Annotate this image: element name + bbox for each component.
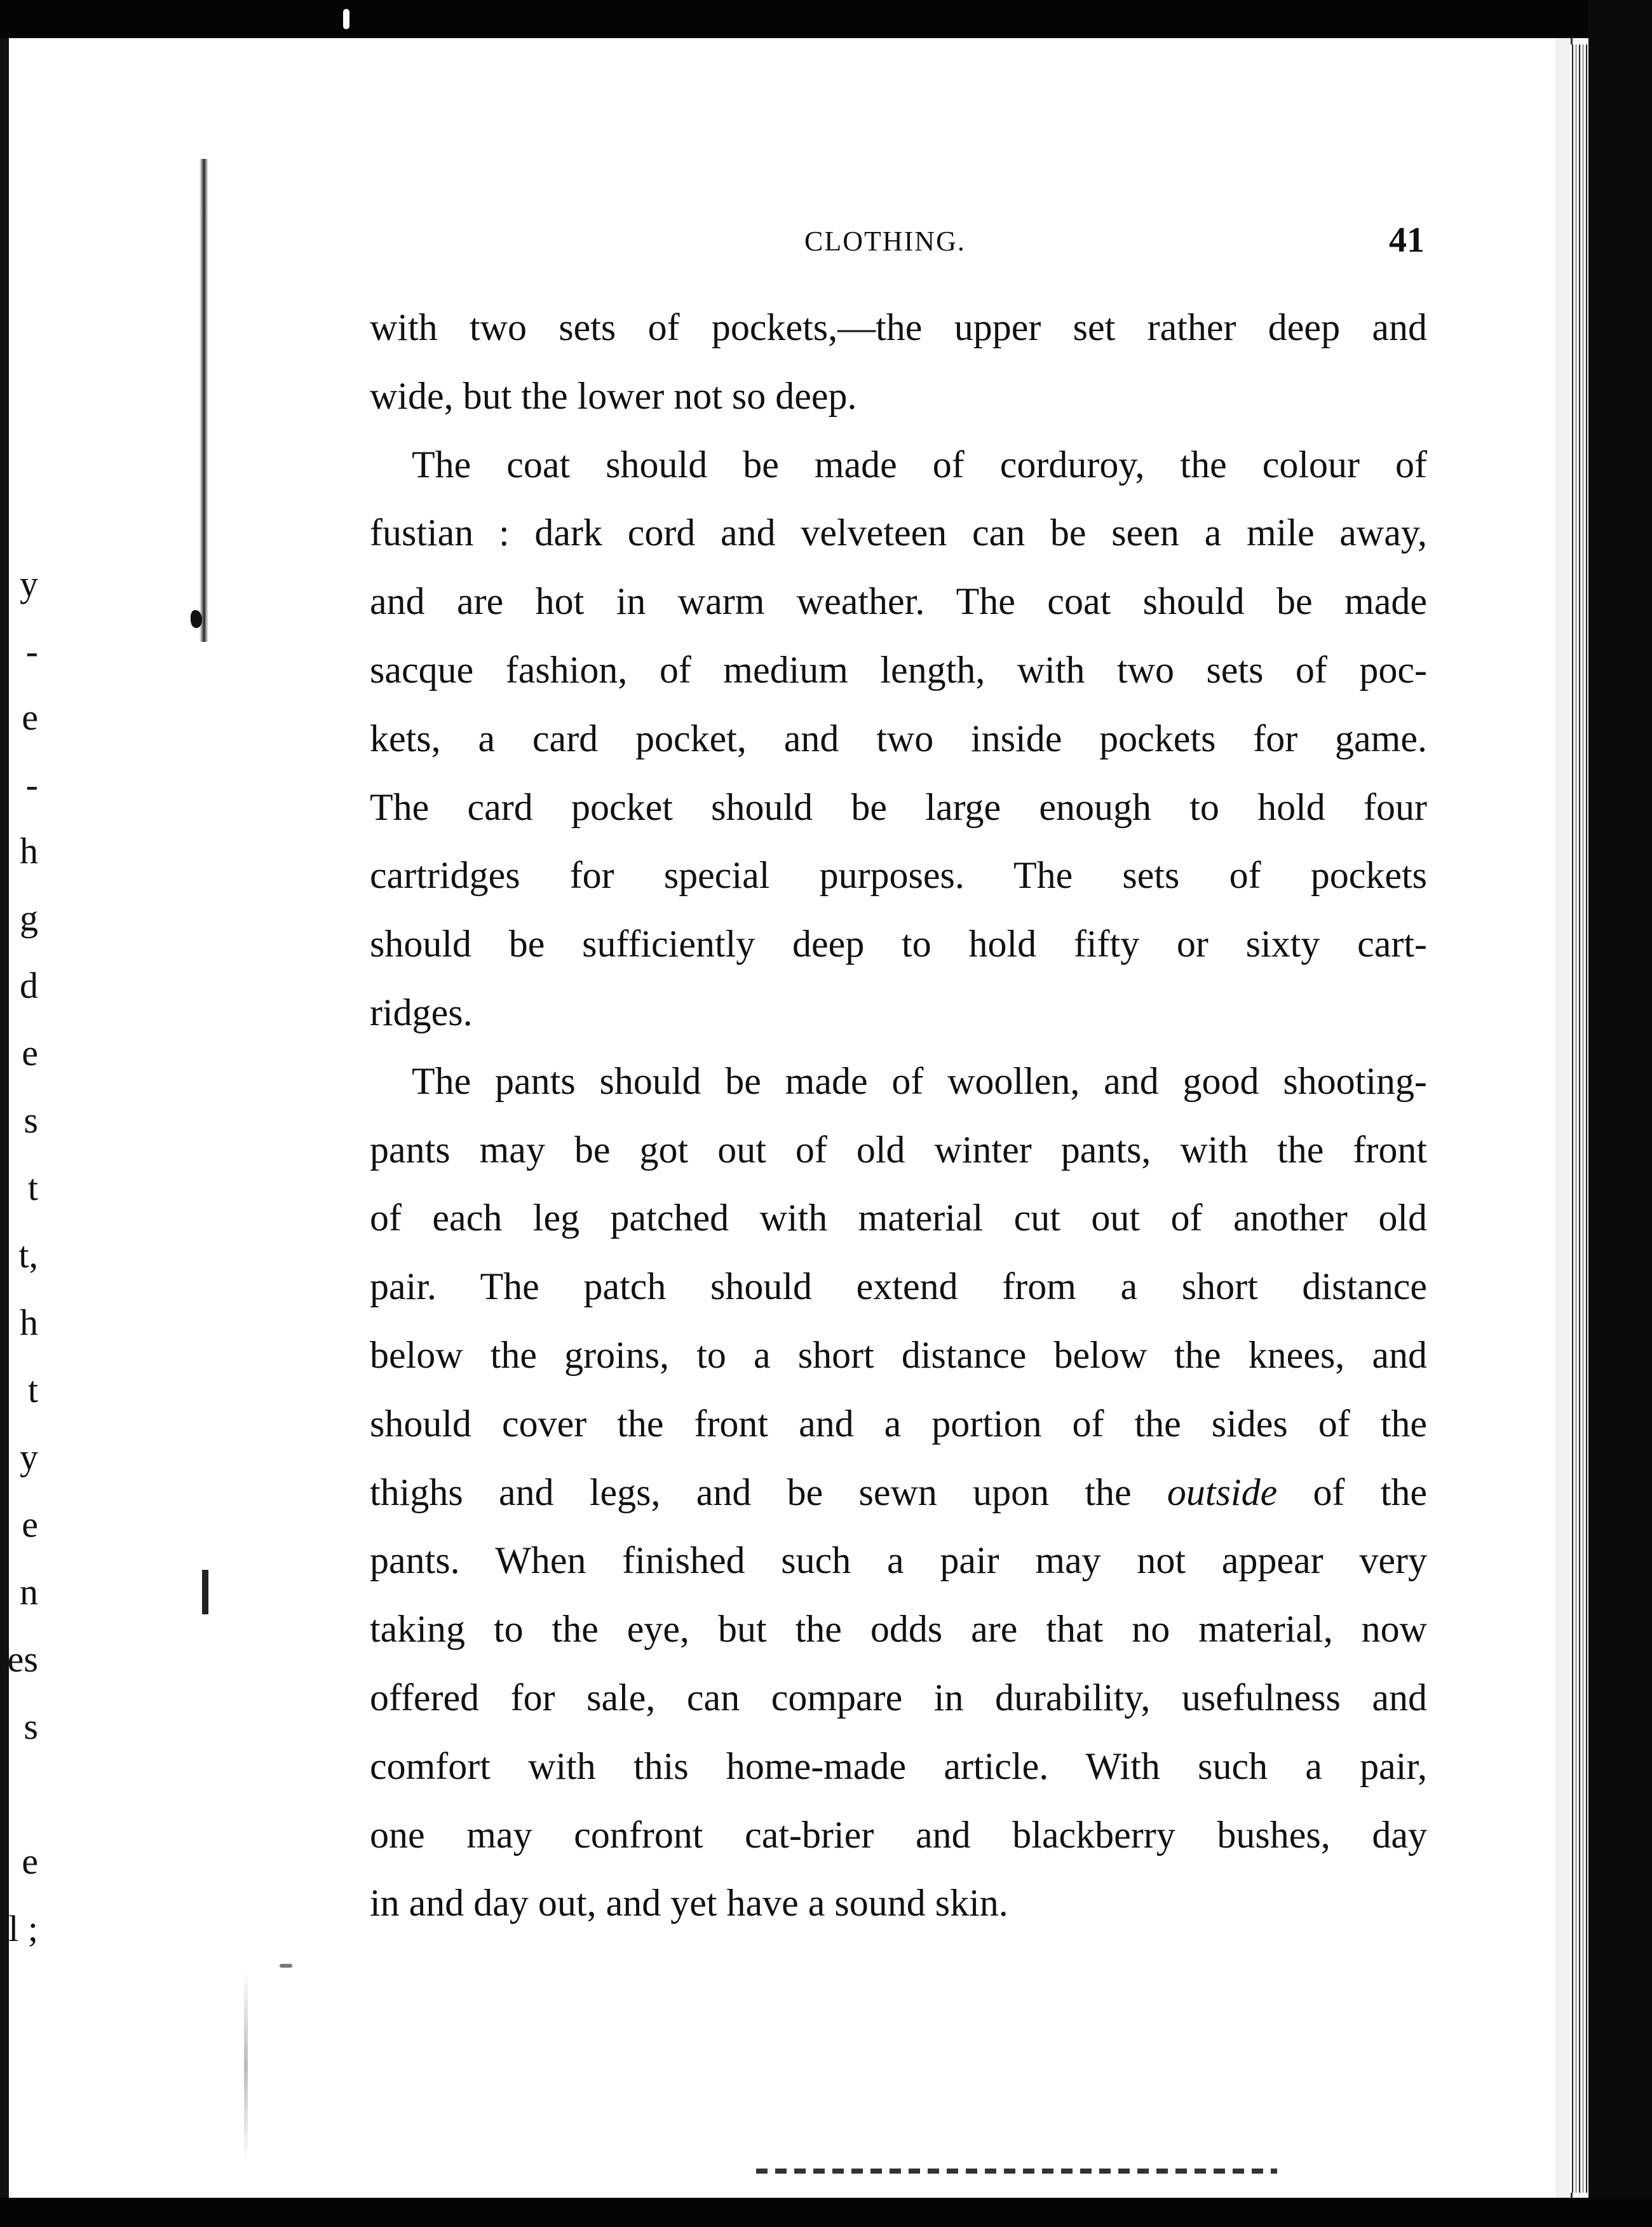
- text-line: and are hot in warm weather. The coat should be made: [370, 580, 1427, 623]
- text-line: The coat should be made of corduroy, the colour of: [412, 443, 1427, 486]
- text-line: offered for sale, can compare in durability, usefulness and: [370, 1676, 1427, 1719]
- text-line: sacque fashion, of medium length, with two sets of poc-: [370, 648, 1427, 691]
- binding-gutter: [200, 159, 208, 642]
- text-line: pants. When finished such a pair may not appear very: [370, 1539, 1427, 1582]
- sliver-fragment: s: [24, 1100, 38, 1141]
- text-line: The pants should be made of woollen, and good shooting-: [412, 1059, 1427, 1102]
- text-line: pants may be got out of old winter pants, with the front: [370, 1128, 1427, 1171]
- binding-shadow: [244, 1970, 248, 2161]
- sliver-fragment: e: [22, 1032, 38, 1073]
- text-line: should be sufficiently deep to hold fifty or sixty cart-: [370, 923, 1427, 965]
- sliver-fragment: h: [20, 1302, 38, 1343]
- sliver-fragment: e: [22, 1504, 38, 1545]
- page-number: 41: [1389, 221, 1425, 260]
- sliver-fragment: t,: [18, 1234, 38, 1276]
- scan-smudge: [280, 1964, 292, 1968]
- text-line: The card pocket should be large enough to hold four: [370, 786, 1427, 828]
- text-line: wide, but the lower not so deep.: [370, 374, 857, 417]
- scan-artifact: [343, 9, 349, 29]
- binding-mark: [202, 1570, 208, 1614]
- sliver-fragment: y: [20, 563, 38, 604]
- text-line: pair. The patch should extend from a short distance: [370, 1265, 1427, 1308]
- text-line: cartridges for special purposes. The sets of pockets: [370, 854, 1427, 897]
- previous-page-sliver: [0, 0, 38, 2227]
- text-segment: thighs and legs, and be sewn upon the: [370, 1471, 1132, 1513]
- sliver-fragment: l ;: [8, 1908, 38, 1949]
- sliver-fragment: y: [20, 1436, 38, 1478]
- sliver-fragment: h: [20, 830, 38, 871]
- text-line: below the groins, to a short distance below the knees, and: [370, 1333, 1427, 1376]
- sliver-fragment: e: [22, 1841, 38, 1882]
- text-line: ridges.: [370, 991, 473, 1033]
- text-line-with-italic: [370, 1459, 1427, 1527]
- sliver-fragment: -: [25, 764, 38, 805]
- sliver-fragment: e: [22, 697, 38, 738]
- binding-mark: [191, 610, 202, 628]
- italic-word: outside: [1167, 1471, 1278, 1513]
- text-segment: of the: [1313, 1471, 1428, 1513]
- sliver-fragment: d: [20, 965, 38, 1006]
- text-line: comfort with this home-made article. With such a pair,: [370, 1745, 1427, 1787]
- text-line: with two sets of pockets,—the upper set rather deep and: [370, 306, 1427, 348]
- sliver-fragment: -: [25, 630, 38, 672]
- text-line: of each leg patched with material cut out of another old: [370, 1197, 1427, 1239]
- sliver-fragment: s: [24, 1706, 38, 1747]
- text-line: kets, a card pocket, and two inside pockets for game.: [370, 717, 1427, 759]
- body-text: [370, 294, 1427, 1938]
- sliver-fragment: g: [20, 897, 38, 939]
- scan-top-border: [0, 0, 1652, 38]
- sliver-fragment: n: [20, 1571, 38, 1612]
- sliver-fragment: t: [27, 1369, 38, 1410]
- text-line: in and day out, and yet have a sound skin.: [370, 1882, 1008, 1924]
- sliver-fragment: es: [7, 1638, 38, 1680]
- scan-artifact: [756, 2169, 1277, 2174]
- text-line: should cover the front and a portion of the sides of the: [370, 1402, 1427, 1445]
- text-line: fustian : dark cord and velveteen can be seen a mile away,: [370, 512, 1427, 554]
- text-line: one may confront cat-brier and blackberry bushes, day: [370, 1813, 1427, 1856]
- sliver-fragment: t: [27, 1167, 38, 1208]
- scan-right-border: [1588, 0, 1652, 2227]
- running-head: CLOTHING.: [804, 226, 966, 257]
- text-line: taking to the eye, but the odds are that no material, now: [370, 1608, 1427, 1651]
- scan-bottom-border: [0, 2198, 1652, 2227]
